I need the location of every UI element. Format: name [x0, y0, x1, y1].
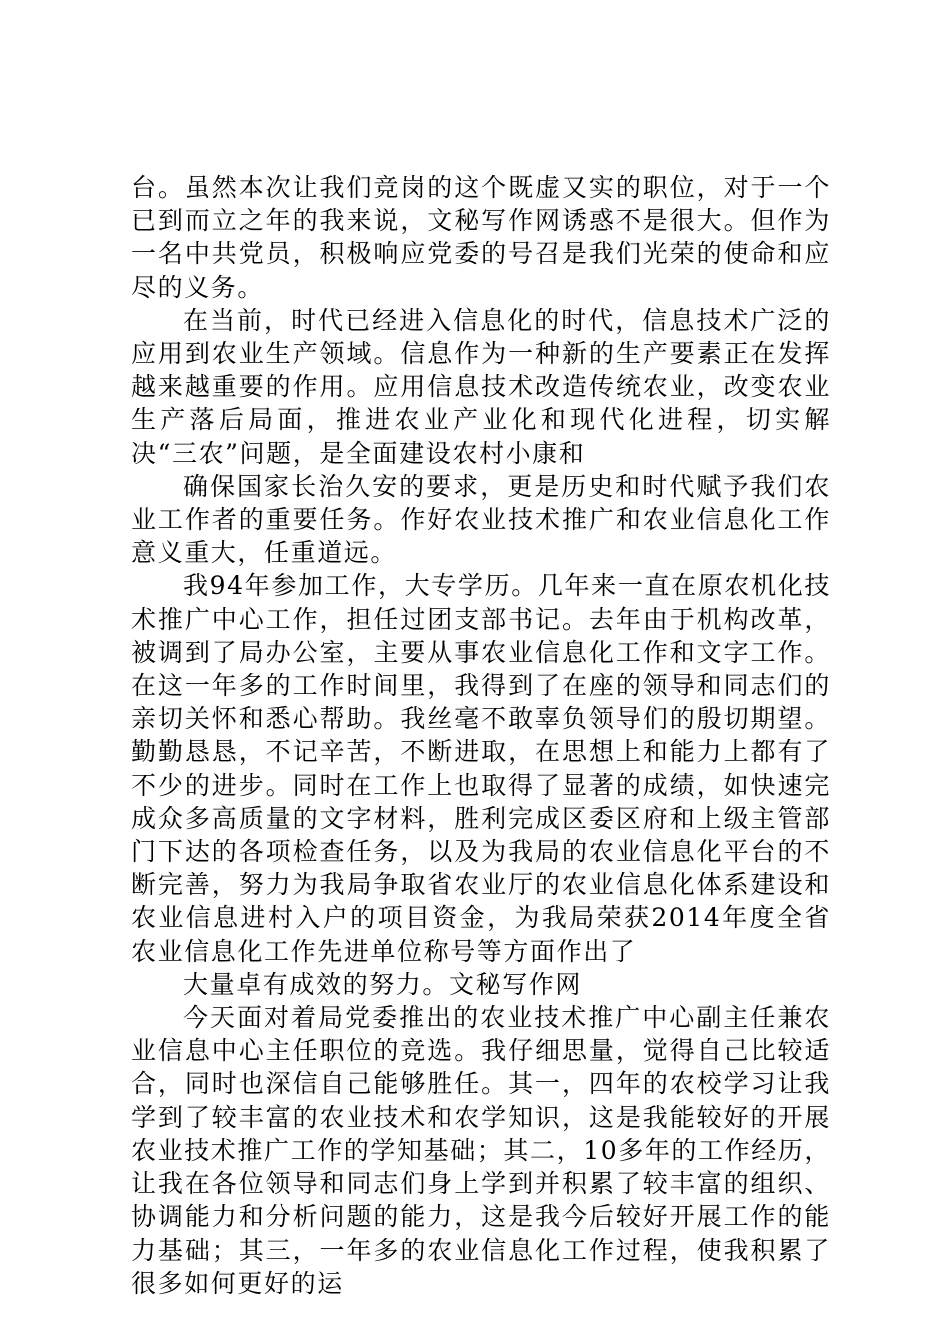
paragraph-2: 在当前，时代已经进入信息化的时代，信息技术广泛的应用到农业生产领域。信息作为一种新的生产要素正在发挥越来越重要的作用。应用信息技术改造传统农业，改变农业生产落后局面，推进农业产业化和现代化进程，切实解决“三农”问题，是全面建设农村小康和: [131, 305, 831, 468]
paragraph-5: 大量卓有成效的努力。文秘写作网: [183, 969, 583, 999]
document-body: [131, 171, 831, 1300]
paragraph-1: 台。虽然本次让我们竞岗的这个既虚又实的职位，对于一个已到而立之年的我来说，文秘写作网诱惑不是很大。但作为一名中共党员，积极响应党委的号召是我们光荣的使命和应尽的义务。: [131, 173, 831, 302]
paragraph-6: 今天面对着局党委推出的农业技术推广中心副主任兼农业信息中心主任职位的竞选。我仔细思量，觉得自己比较适合，同时也深信自己能够胜任。其一，四年的农校学习让我学到了较丰富的农业技术和农学知识，这是我能较好的开展农业技术推广工作的学知基础；其二，10多年的工作经历，让我在各位领导和同志们身上学到并积累了较丰富的组织、协调能力和分析问题的能力，这是我今后较好开展工作的能力基础；其三，一年多的农业信息化工作过程，使我积累了很多如何更好的运: [131, 1003, 832, 1298]
paragraph-3: 确保国家长治久安的要求，更是历史和时代赋予我们农业工作者的重要任务。作好农业技术推广和农业信息化工作意义重大，任重道远。: [131, 471, 831, 568]
paragraph-4: 我94年参加工作，大专学历。几年来一直在原农机化技术推广中心工作，担任过团支部书记。去年由于机构改革，被调到了局办公室，主要从事农业信息化工作和文字工作。在这一年多的工作时间里，我得到了在座的领导和同志们的亲切关怀和悉心帮助。我丝毫不敢辜负领导们的殷切期望。勤勤恳恳，不记辛苦，不断进取，在思想上和能力上都有了不少的进步。同时在工作上也取得了显著的成绩，如快速完成众多高质量的文字材料，胜利完成区委区府和上级主管部门下达的各项检查任务，以及为我局的农业信息化平台的不断完善，努力为我局争取省农业厅的农业信息化体系建设和农业信息进村入户的项目资金，为我局荣获2014年度全省农业信息化工作先进单位称号等方面作出了: [131, 571, 831, 966]
